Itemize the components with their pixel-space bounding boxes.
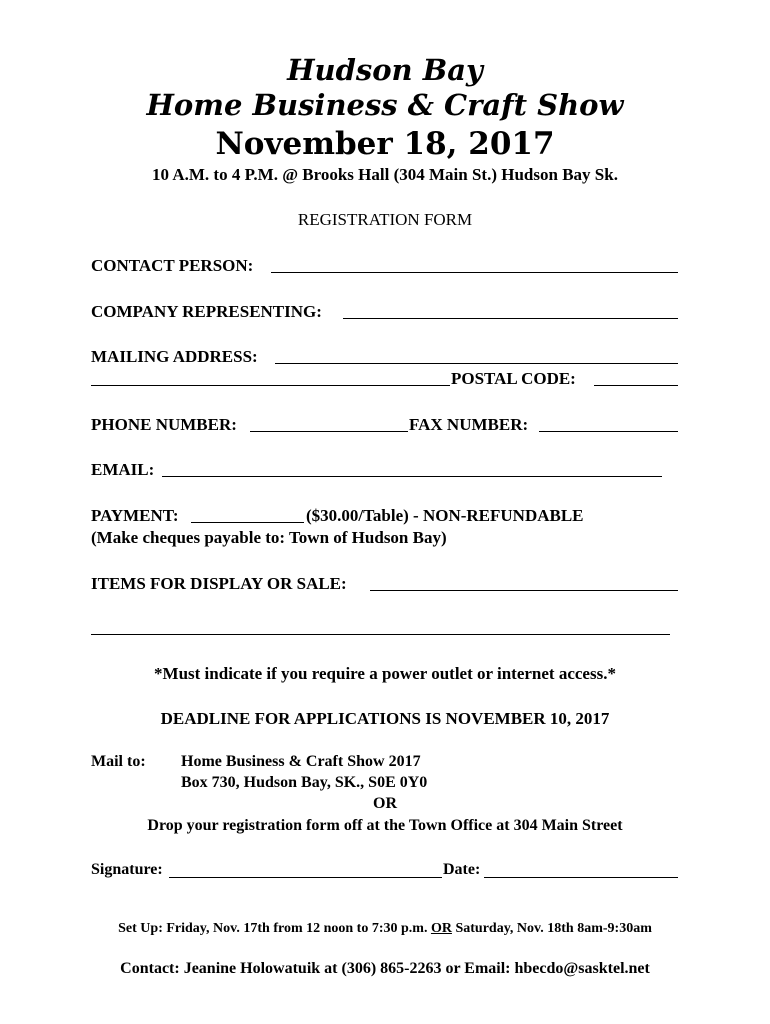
- power-outlet-note: *Must indicate if you require a power outlet or internet access.*: [154, 664, 616, 683]
- postal-code-label: POSTAL CODE:: [451, 369, 576, 388]
- payment-field[interactable]: [191, 522, 304, 523]
- event-date-title: November 18, 2017: [215, 126, 555, 162]
- setup-times: [0, 921, 770, 937]
- postal-code-field[interactable]: [594, 385, 678, 386]
- payment-note: ($30.00/Table) - NON-REFUNDABLE: [306, 506, 584, 525]
- deadline-note: DEADLINE FOR APPLICATIONS IS NOVEMBER 10, 2017: [160, 709, 610, 728]
- mailing-address-field[interactable]: [275, 363, 678, 364]
- contact-person-label: CONTACT PERSON:: [91, 256, 254, 275]
- mailing-address-field-2[interactable]: [91, 385, 450, 386]
- event-details: 10 A.M. to 4 P.M. @ Brooks Hall (304 Main St.) Hudson Bay Sk.: [152, 165, 618, 184]
- mailing-address-label: MAILING ADDRESS:: [91, 347, 258, 366]
- fax-number-label: FAX NUMBER:: [409, 415, 529, 434]
- mail-to-label: Mail to:: [91, 753, 146, 770]
- date-field[interactable]: [484, 877, 678, 878]
- setup-saturday: Saturday, Nov. 18th 8am-9:30am: [455, 921, 652, 936]
- mail-address-line-1: Home Business & Craft Show 2017: [181, 753, 421, 770]
- signature-label: Signature:: [91, 861, 163, 878]
- dropoff-note: Drop your registration form off at the Town Office at 304 Main Street: [147, 817, 623, 834]
- phone-number-field[interactable]: [250, 431, 408, 432]
- form-title: REGISTRATION FORM: [297, 210, 473, 229]
- setup-or: OR: [430, 921, 452, 936]
- mail-address-line-2: Box 730, Hudson Bay, SK., S0E 0Y0: [181, 774, 428, 791]
- email-field[interactable]: [162, 476, 662, 477]
- contact-person-field[interactable]: [271, 272, 678, 273]
- phone-number-label: PHONE NUMBER:: [91, 415, 237, 434]
- setup-friday: Set Up: Friday, Nov. 17th from 12 noon to 7:30 p.m.: [118, 921, 428, 936]
- fax-number-field[interactable]: [539, 431, 678, 432]
- payment-label: PAYMENT:: [91, 506, 179, 525]
- date-label: Date:: [443, 861, 481, 878]
- contact-info: Contact: Jeanine Holowatuik at (306) 865-2263 or Email: hbecdo@sasktel.net: [120, 960, 650, 977]
- event-location-title: Hudson Bay: [287, 53, 483, 87]
- cheque-note: (Make cheques payable to: Town of Hudson Bay): [91, 528, 447, 547]
- items-field[interactable]: [370, 590, 678, 591]
- company-field[interactable]: [343, 318, 678, 319]
- items-label: ITEMS FOR DISPLAY OR SALE:: [91, 574, 347, 593]
- company-label: COMPANY REPRESENTING:: [91, 302, 322, 321]
- email-label: EMAIL:: [91, 460, 155, 479]
- signature-field[interactable]: [169, 877, 442, 878]
- items-field-2[interactable]: [91, 634, 670, 635]
- or-separator: OR: [373, 795, 397, 812]
- event-name-title: Home Business & Craft Show: [146, 88, 624, 122]
